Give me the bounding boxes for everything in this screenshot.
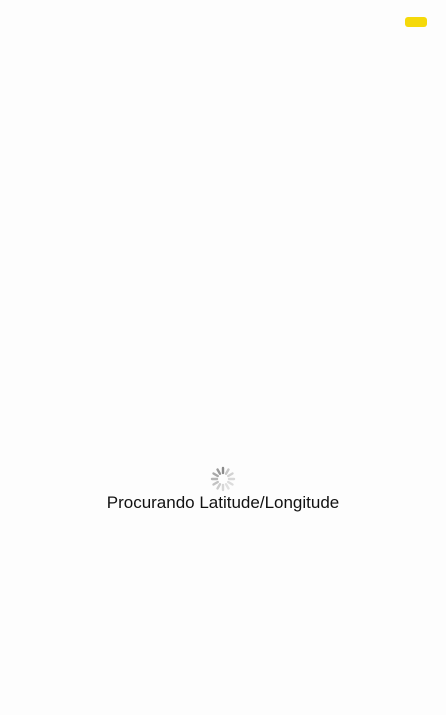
loading-container — [0, 466, 446, 514]
loading-message: Procurando Latitude/Longitude — [106, 493, 340, 512]
status-indicator — [405, 17, 427, 27]
activity-spinner-icon — [210, 466, 236, 492]
